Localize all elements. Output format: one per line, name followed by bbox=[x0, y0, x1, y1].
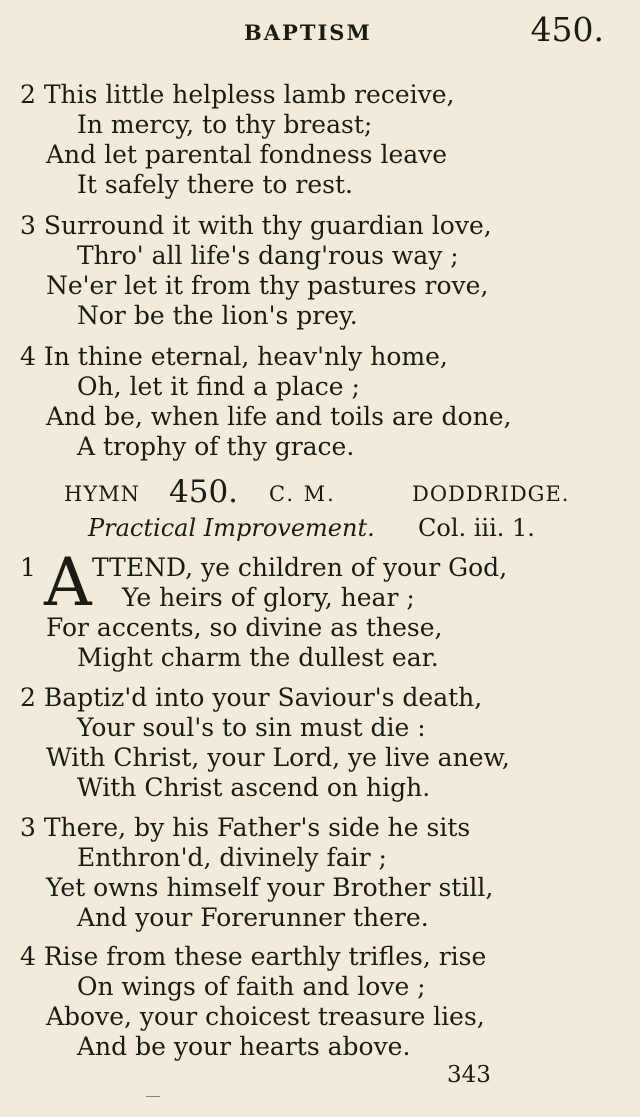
hymn-label: HYMN bbox=[64, 482, 141, 506]
stanza-line: With Christ ascend on high. bbox=[77, 773, 431, 802]
drop-cap: A bbox=[44, 544, 92, 621]
hymn-author: DODDRIDGE. bbox=[412, 482, 570, 506]
page-number: 343 bbox=[447, 1062, 491, 1088]
hymn-subtitle bbox=[88, 514, 535, 542]
stanza-line: 3 There, by his Father's side he sits bbox=[20, 813, 471, 842]
hymn-meter: C. M. bbox=[269, 482, 336, 506]
hymn-number: 450. bbox=[169, 474, 239, 510]
stanza-line: A trophy of thy grace. bbox=[77, 432, 355, 461]
footer-mark bbox=[146, 1096, 160, 1097]
stanza-line: It safely there to rest. bbox=[77, 170, 353, 199]
stanza-line: 3 Surround it with thy guardian love, bbox=[20, 211, 492, 240]
stanza-line: Your soul's to sin must die : bbox=[77, 713, 426, 742]
stanza-line: Might charm the dullest ear. bbox=[77, 643, 439, 672]
stanza-line: 2 This little helpless lamb receive, bbox=[20, 80, 455, 109]
stanza-line: Above, your choicest treasure lies, bbox=[46, 1002, 485, 1031]
page-header bbox=[0, 10, 640, 54]
stanza-line: Ne'er let it from thy pastures rove, bbox=[46, 271, 489, 300]
stanza-line: And your Forerunner there. bbox=[77, 903, 429, 932]
stanza-line: Ye heirs of glory, hear ; bbox=[122, 583, 415, 612]
stanza-line: Nor be the lion's prey. bbox=[77, 301, 358, 330]
hymn-heading bbox=[64, 474, 584, 514]
hymn-number-header: 450. bbox=[530, 10, 604, 49]
stanza-number: 1 bbox=[20, 553, 36, 582]
stanza-line: Enthron'd, divinely fair ; bbox=[77, 843, 387, 872]
stanza-line: And let parental fondness leave bbox=[46, 140, 448, 169]
stanza-line: 2 Baptiz'd into your Saviour's death, bbox=[20, 683, 483, 712]
hymn-topic: Practical Improvement. bbox=[88, 514, 375, 542]
stanza-line: TTEND, ye children of your God, bbox=[92, 553, 508, 582]
running-title: BAPTISM bbox=[244, 20, 372, 45]
stanza-line: 4 Rise from these earthly trifles, rise bbox=[20, 942, 487, 971]
stanza-line: On wings of faith and love ; bbox=[77, 972, 426, 1001]
stanza-line: With Christ, your Lord, ye live anew, bbox=[46, 743, 510, 772]
stanza-line: Yet owns himself your Brother still, bbox=[46, 873, 494, 902]
stanza-line: For accents, so divine as these, bbox=[46, 613, 443, 642]
hymn-scripture: Col. iii. 1. bbox=[418, 514, 535, 542]
stanza-line: Oh, let it find a place ; bbox=[77, 372, 360, 401]
stanza-line: Thro' all life's dang'rous way ; bbox=[77, 241, 459, 270]
stanza-line: 4 In thine eternal, heav'nly home, bbox=[20, 342, 448, 371]
stanza-line: In mercy, to thy breast; bbox=[77, 110, 373, 139]
stanza-line: And be, when life and toils are done, bbox=[46, 402, 512, 431]
stanza-line: And be your hearts above. bbox=[77, 1032, 411, 1061]
